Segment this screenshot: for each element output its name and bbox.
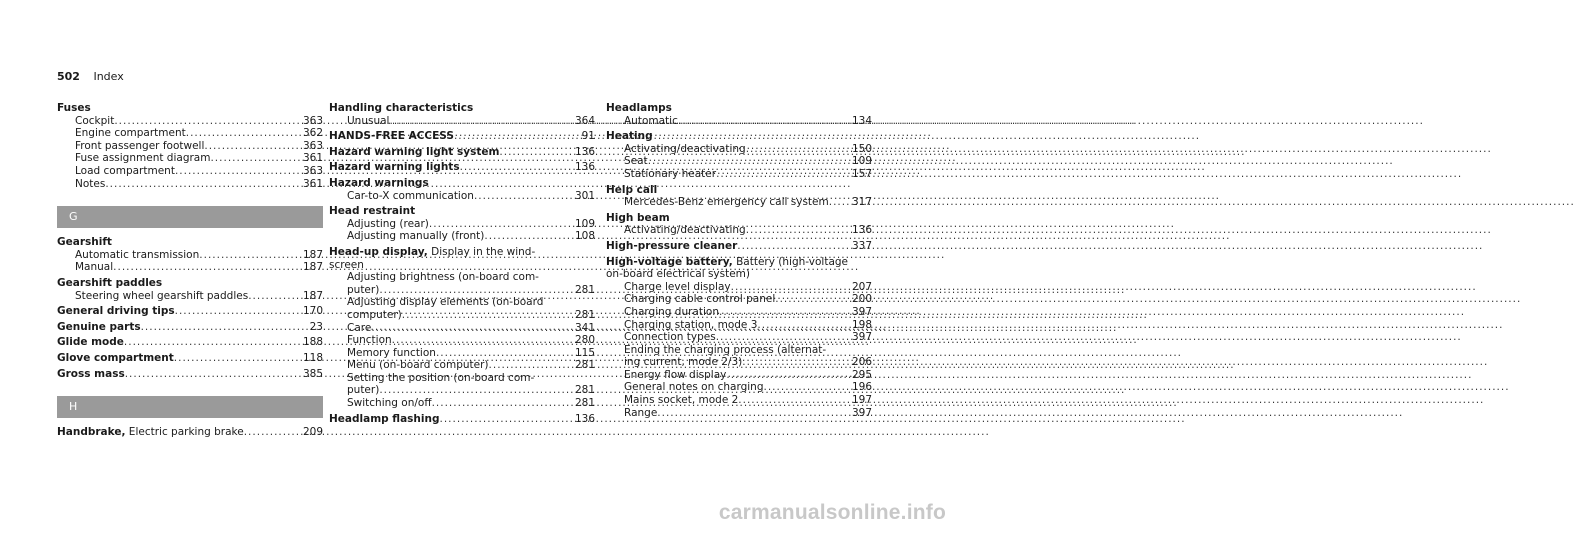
index-column-2 bbox=[329, 102, 595, 428]
entry-text bbox=[624, 381, 764, 394]
page-ref: 206 bbox=[851, 356, 872, 369]
entry-text bbox=[347, 284, 379, 297]
index-entry bbox=[606, 240, 872, 253]
entry-text bbox=[75, 290, 248, 303]
index-term: Glove compartment bbox=[57, 351, 174, 364]
entry-text bbox=[624, 224, 746, 237]
sub-entry[interactable] bbox=[57, 249, 323, 262]
index-entry-line[interactable] bbox=[57, 352, 323, 365]
index-entry bbox=[329, 146, 595, 159]
sub-entry[interactable] bbox=[606, 155, 872, 168]
sub-entry[interactable] bbox=[606, 356, 872, 369]
entry-text: Stationary heater bbox=[624, 167, 717, 180]
page-ref: 362 bbox=[302, 127, 323, 140]
entry-text: Charge level display bbox=[624, 280, 731, 293]
page-ref: 157 bbox=[851, 167, 872, 180]
page-ref: 187 bbox=[302, 261, 323, 274]
entry-text bbox=[347, 347, 436, 360]
index-entry bbox=[606, 212, 872, 237]
index-entry bbox=[329, 130, 595, 143]
dot-leader bbox=[460, 161, 572, 174]
sub-entry[interactable] bbox=[329, 218, 595, 231]
index-term: Glide mode bbox=[57, 336, 124, 349]
entry-text: computer) bbox=[347, 308, 402, 321]
index-entry bbox=[329, 102, 595, 127]
dot-leader bbox=[746, 143, 849, 156]
index-entry bbox=[57, 321, 323, 334]
dot-leader bbox=[454, 130, 579, 143]
index-entry-line[interactable] bbox=[57, 368, 323, 381]
dot-leader bbox=[402, 309, 572, 322]
dot-leader bbox=[186, 127, 300, 140]
entry-text: Range bbox=[624, 406, 658, 419]
page-ref: 361 bbox=[302, 177, 323, 190]
sub-entry[interactable] bbox=[329, 397, 595, 410]
dot-leader bbox=[657, 407, 849, 420]
entry-text: Mercedes-Benz emergency call system bbox=[624, 196, 829, 209]
sub-entry[interactable] bbox=[606, 394, 872, 407]
entry-text bbox=[624, 319, 757, 332]
page-ref: 341 bbox=[574, 321, 595, 334]
page-ref: 134 bbox=[851, 114, 872, 127]
dot-leader bbox=[389, 115, 571, 128]
index-column-1 bbox=[57, 102, 323, 442]
page-ref: 281 bbox=[574, 308, 595, 321]
entry-text: Adjusting manually (front) bbox=[347, 230, 485, 243]
sub-entry[interactable] bbox=[57, 127, 323, 140]
entry-text bbox=[329, 146, 499, 159]
page-ref: 150 bbox=[851, 142, 872, 155]
index-term: Gearshift paddles bbox=[57, 276, 163, 289]
sub-entry[interactable] bbox=[606, 168, 872, 181]
page-header bbox=[57, 70, 124, 83]
entry-text bbox=[347, 334, 392, 347]
dot-leader bbox=[432, 397, 572, 410]
entry-text bbox=[606, 240, 737, 253]
sub-entry[interactable] bbox=[606, 224, 872, 237]
sub-entry[interactable] bbox=[329, 347, 595, 360]
page-ref: 108 bbox=[574, 230, 595, 243]
index-entry bbox=[329, 205, 595, 243]
entry-text bbox=[75, 115, 114, 128]
dot-leader bbox=[678, 115, 849, 128]
index-term: Genuine parts bbox=[57, 320, 141, 333]
entry-text bbox=[624, 306, 719, 319]
dot-leader bbox=[436, 347, 572, 360]
page-ref: 363 bbox=[302, 114, 323, 127]
page-number: 502 bbox=[57, 70, 80, 83]
index-term: HANDS-FREE ACCESS bbox=[329, 130, 454, 143]
entry-text: Care bbox=[347, 321, 372, 334]
dot-leader bbox=[648, 155, 849, 168]
page-ref: 115 bbox=[574, 346, 595, 359]
section-header-h: H bbox=[57, 396, 323, 418]
entry-text: Connection types bbox=[624, 331, 716, 344]
page-ref: 197 bbox=[851, 394, 872, 407]
sub-entry[interactable] bbox=[329, 284, 595, 297]
page-ref: 209 bbox=[302, 426, 323, 439]
page-ref: 280 bbox=[574, 334, 595, 347]
dot-leader bbox=[738, 394, 849, 407]
dot-leader bbox=[775, 293, 849, 306]
dot-leader bbox=[244, 426, 300, 439]
dot-leader bbox=[248, 290, 300, 303]
dot-leader bbox=[113, 261, 300, 274]
entry-text bbox=[624, 369, 726, 382]
index-entry bbox=[329, 177, 595, 202]
entry-text: Mains socket, mode 2 bbox=[624, 394, 739, 407]
sub-entry[interactable] bbox=[606, 381, 872, 394]
entry-text: Seat bbox=[624, 155, 648, 168]
page-ref: 397 bbox=[851, 406, 872, 419]
index-entry bbox=[57, 368, 323, 381]
entry-text bbox=[75, 178, 105, 191]
entry-text bbox=[57, 336, 124, 349]
entry-text: Charging duration bbox=[624, 305, 719, 318]
sub-entry[interactable] bbox=[57, 290, 323, 303]
entry-text bbox=[347, 190, 474, 203]
page-ref: 364 bbox=[574, 114, 595, 127]
entry-text: Cockpit bbox=[75, 114, 115, 127]
page-ref: 188 bbox=[302, 336, 323, 349]
dot-leader bbox=[114, 115, 300, 128]
index-entry-line[interactable] bbox=[606, 240, 872, 253]
entry-text: Unusual bbox=[347, 114, 390, 127]
sub-entry[interactable] bbox=[57, 261, 323, 274]
page-ref: 170 bbox=[302, 305, 323, 318]
entry-see-text: Display in the wind- bbox=[427, 245, 536, 258]
entry-text bbox=[75, 140, 204, 153]
dot-leader bbox=[175, 305, 300, 318]
index-term: Hazard warning lights bbox=[329, 161, 460, 174]
sub-entry[interactable] bbox=[57, 115, 323, 128]
entry-text: Activating/deactivating bbox=[624, 142, 746, 155]
page-ref: 136 bbox=[851, 224, 872, 237]
entry-continuation: on-board electrical system) bbox=[606, 268, 751, 281]
dot-leader bbox=[719, 306, 849, 319]
sub-entry[interactable] bbox=[606, 369, 872, 382]
index-entry bbox=[57, 305, 323, 318]
entry-text bbox=[57, 305, 175, 318]
page-ref: 118 bbox=[302, 351, 323, 364]
page-ref: 136 bbox=[574, 161, 595, 174]
entry-text: Switching on/off bbox=[347, 397, 432, 410]
entry-text bbox=[624, 356, 742, 369]
index-entry bbox=[606, 102, 872, 127]
page-ref: 187 bbox=[302, 248, 323, 261]
sub-entry[interactable] bbox=[329, 115, 595, 128]
index-term: Handbrake, bbox=[57, 426, 126, 439]
index-entry bbox=[57, 277, 323, 302]
sub-entry[interactable] bbox=[57, 140, 323, 153]
entry-text: Automatic bbox=[624, 114, 678, 127]
dot-leader bbox=[124, 336, 300, 349]
sub-entry[interactable] bbox=[606, 319, 872, 332]
page-ref: 363 bbox=[302, 139, 323, 152]
entry-text bbox=[75, 127, 186, 140]
dot-leader bbox=[429, 218, 572, 231]
index-term: Headlamps bbox=[606, 102, 672, 114]
sub-entry[interactable] bbox=[606, 115, 872, 128]
entry-text: Front passenger footwell bbox=[75, 139, 205, 152]
sub-entry[interactable] bbox=[329, 359, 595, 372]
index-entry-line[interactable] bbox=[329, 413, 595, 426]
index-entry-line[interactable] bbox=[57, 336, 323, 349]
entry-text bbox=[624, 394, 738, 407]
sub-entry: Ending the charging process (alternat- bbox=[624, 343, 827, 356]
entry-text: Car-to-X communication bbox=[347, 189, 474, 202]
entry-text: Energy flow display bbox=[624, 368, 727, 381]
page-ref: 207 bbox=[851, 280, 872, 293]
dot-leader bbox=[489, 359, 572, 372]
index-entry-line[interactable] bbox=[329, 161, 595, 174]
entry-text bbox=[347, 115, 389, 128]
entry-text bbox=[347, 230, 484, 243]
entry-continuation: screen bbox=[329, 258, 364, 271]
index-entry bbox=[606, 184, 872, 209]
index-entry bbox=[57, 236, 323, 274]
watermark: carmanualsonline.info bbox=[718, 501, 946, 524]
sub-entry[interactable] bbox=[329, 230, 595, 243]
entry-text: Menu (on-board computer) bbox=[347, 359, 489, 372]
sub-entry[interactable] bbox=[606, 143, 872, 156]
page-ref: 397 bbox=[851, 331, 872, 344]
entry-text: Adjusting (rear) bbox=[347, 217, 429, 230]
entry-text bbox=[624, 115, 678, 128]
index-term: Hazard warning light system bbox=[329, 145, 500, 158]
index-term: Heating bbox=[606, 130, 653, 143]
index-term: Headlamp flashing bbox=[329, 412, 440, 425]
dot-leader bbox=[371, 322, 572, 335]
index-term: Gearshift bbox=[57, 236, 112, 249]
page-ref: 281 bbox=[574, 359, 595, 372]
index-entry-line[interactable] bbox=[329, 146, 595, 159]
page-ref: 136 bbox=[574, 145, 595, 158]
dot-leader bbox=[210, 152, 299, 165]
page-ref: 295 bbox=[851, 368, 872, 381]
index-term: Help call bbox=[606, 183, 658, 196]
index-term: High-pressure cleaner bbox=[606, 239, 738, 252]
page-ref: 136 bbox=[574, 412, 595, 425]
section-header-g: G bbox=[57, 206, 323, 228]
entry-text: Automatic transmission bbox=[75, 248, 200, 261]
sub-entry[interactable] bbox=[606, 331, 872, 344]
index-term: Hazard warnings bbox=[329, 176, 429, 189]
dot-leader bbox=[716, 331, 849, 344]
index-entry bbox=[329, 413, 595, 426]
index-term: High-voltage battery, bbox=[606, 255, 733, 268]
entry-text bbox=[75, 261, 113, 274]
entry-text: Fuse assignment diagram bbox=[75, 152, 211, 165]
entry-text bbox=[57, 321, 141, 334]
page-ref: 281 bbox=[574, 384, 595, 397]
entry-text: Activating/deactivating bbox=[624, 224, 746, 237]
index-entry bbox=[57, 426, 323, 439]
page-ref: 385 bbox=[302, 367, 323, 380]
sub-entry: Adjusting display elements (on-board bbox=[347, 296, 544, 309]
sub-entry[interactable] bbox=[606, 293, 872, 306]
entry-text: Charging cable control panel bbox=[624, 293, 776, 306]
entry-text: Load compartment bbox=[75, 164, 175, 177]
dot-leader bbox=[174, 352, 300, 365]
page-ref: 281 bbox=[574, 397, 595, 410]
entry-text bbox=[329, 161, 460, 174]
entry-see-text: Battery (high-voltage bbox=[732, 255, 849, 268]
page-ref: 187 bbox=[302, 289, 323, 302]
entry-text bbox=[624, 155, 648, 168]
dot-leader bbox=[392, 334, 572, 347]
index-entry bbox=[57, 336, 323, 349]
page-ref: 109 bbox=[574, 217, 595, 230]
index-term: High beam bbox=[606, 211, 670, 224]
page-ref: 281 bbox=[574, 283, 595, 296]
entry-text: Function bbox=[347, 334, 392, 347]
entry-text bbox=[347, 322, 371, 335]
page-ref: 301 bbox=[574, 189, 595, 202]
page-ref: 337 bbox=[851, 239, 872, 252]
sub-entry[interactable] bbox=[329, 334, 595, 347]
entry-text: Steering wheel gearshift paddles bbox=[75, 289, 249, 302]
entry-text: puter) bbox=[347, 384, 380, 397]
index-entry-line bbox=[606, 256, 872, 269]
entry-text bbox=[624, 168, 716, 181]
index-term: Fuses bbox=[57, 102, 91, 114]
entry-text bbox=[75, 152, 210, 165]
entry-text bbox=[624, 331, 716, 344]
entry-text bbox=[347, 309, 402, 322]
dot-leader bbox=[757, 319, 849, 332]
index-entry-line[interactable] bbox=[57, 426, 323, 439]
index-entry-line bbox=[329, 246, 595, 259]
entry-text bbox=[329, 413, 440, 426]
index-term: Gross mass bbox=[57, 367, 125, 380]
entry-text: ing current, mode 2/3) bbox=[624, 356, 743, 369]
entry-text bbox=[624, 196, 829, 209]
dot-leader bbox=[499, 146, 572, 159]
dot-leader bbox=[716, 168, 849, 181]
entry-text: puter) bbox=[347, 283, 380, 296]
dot-leader bbox=[199, 249, 300, 262]
entry-text bbox=[57, 426, 244, 439]
page-ref: 200 bbox=[851, 293, 872, 306]
index-term: Handling characteristics bbox=[329, 102, 474, 114]
dot-leader bbox=[474, 190, 572, 203]
index-term: Head restraint bbox=[329, 205, 416, 218]
entry-text: Engine compartment bbox=[75, 127, 186, 140]
index-term: Head-up display, bbox=[329, 245, 428, 258]
entry-text bbox=[624, 293, 775, 306]
entry-text bbox=[624, 407, 657, 420]
dot-leader bbox=[829, 196, 849, 209]
page-ref: 361 bbox=[302, 152, 323, 165]
index-entry-line[interactable] bbox=[329, 130, 595, 143]
entry-text bbox=[347, 384, 379, 397]
page-ref: 23 bbox=[309, 320, 323, 333]
index-entry bbox=[606, 256, 872, 420]
page-ref: 109 bbox=[851, 155, 872, 168]
index-column-3 bbox=[606, 102, 872, 422]
index-term: General driving tips bbox=[57, 305, 175, 318]
dot-leader bbox=[141, 321, 307, 334]
sub-entry[interactable] bbox=[57, 152, 323, 165]
dot-leader bbox=[379, 284, 572, 297]
sub-entry[interactable] bbox=[329, 384, 595, 397]
page-title: Index bbox=[93, 70, 124, 83]
entry-text bbox=[75, 249, 199, 262]
entry-text bbox=[75, 165, 175, 178]
entry-text: Memory function bbox=[347, 346, 436, 359]
dot-leader bbox=[440, 413, 572, 426]
entry-text bbox=[329, 130, 454, 143]
entry-text bbox=[57, 368, 125, 381]
sub-entry[interactable] bbox=[57, 178, 323, 191]
sub-entry[interactable] bbox=[606, 306, 872, 319]
sub-entry[interactable] bbox=[329, 309, 595, 322]
index-entry bbox=[57, 102, 323, 190]
entry-text bbox=[624, 281, 731, 294]
entry-text bbox=[347, 218, 429, 231]
index-entry-line[interactable] bbox=[57, 305, 323, 318]
index-entry-line[interactable] bbox=[57, 321, 323, 334]
dot-leader bbox=[379, 384, 572, 397]
entry-text bbox=[347, 359, 489, 372]
entry-text: Charging station, mode 3 bbox=[624, 318, 758, 331]
page-ref: 198 bbox=[851, 318, 872, 331]
sub-entry[interactable] bbox=[329, 190, 595, 203]
dot-leader bbox=[484, 230, 572, 243]
page-ref: 196 bbox=[851, 381, 872, 394]
dot-leader bbox=[731, 281, 849, 294]
entry-text bbox=[57, 352, 174, 365]
entry-text: Notes bbox=[75, 177, 106, 190]
entry-text bbox=[347, 397, 432, 410]
page-ref: 397 bbox=[851, 305, 872, 318]
entry-see-text: Electric parking brake bbox=[125, 426, 244, 439]
sub-entry[interactable] bbox=[57, 165, 323, 178]
sub-entry[interactable] bbox=[606, 281, 872, 294]
dot-leader bbox=[726, 369, 849, 382]
dot-leader bbox=[737, 240, 849, 253]
dot-leader bbox=[125, 368, 300, 381]
sub-entry[interactable] bbox=[606, 407, 872, 420]
dot-leader bbox=[764, 381, 849, 394]
sub-entry[interactable] bbox=[329, 322, 595, 335]
page-ref: 363 bbox=[302, 164, 323, 177]
entry-text: Manual bbox=[75, 261, 114, 274]
index-entry bbox=[329, 246, 595, 410]
entry-text: General notes on charging bbox=[624, 381, 764, 394]
index-entry bbox=[606, 130, 872, 180]
sub-entry: Adjusting brightness (on-board com- bbox=[347, 271, 539, 284]
page-ref: 317 bbox=[851, 196, 872, 209]
dot-leader bbox=[746, 224, 849, 237]
index-entry bbox=[329, 161, 595, 174]
dot-leader bbox=[175, 165, 300, 178]
sub-entry: Setting the position (on-board com- bbox=[347, 371, 535, 384]
sub-entry[interactable] bbox=[606, 196, 872, 209]
dot-leader bbox=[204, 140, 300, 153]
page-ref: 91 bbox=[581, 130, 595, 143]
entry-text bbox=[624, 143, 746, 156]
dot-leader bbox=[105, 178, 300, 191]
index-entry bbox=[57, 352, 323, 365]
dot-leader bbox=[742, 356, 849, 369]
